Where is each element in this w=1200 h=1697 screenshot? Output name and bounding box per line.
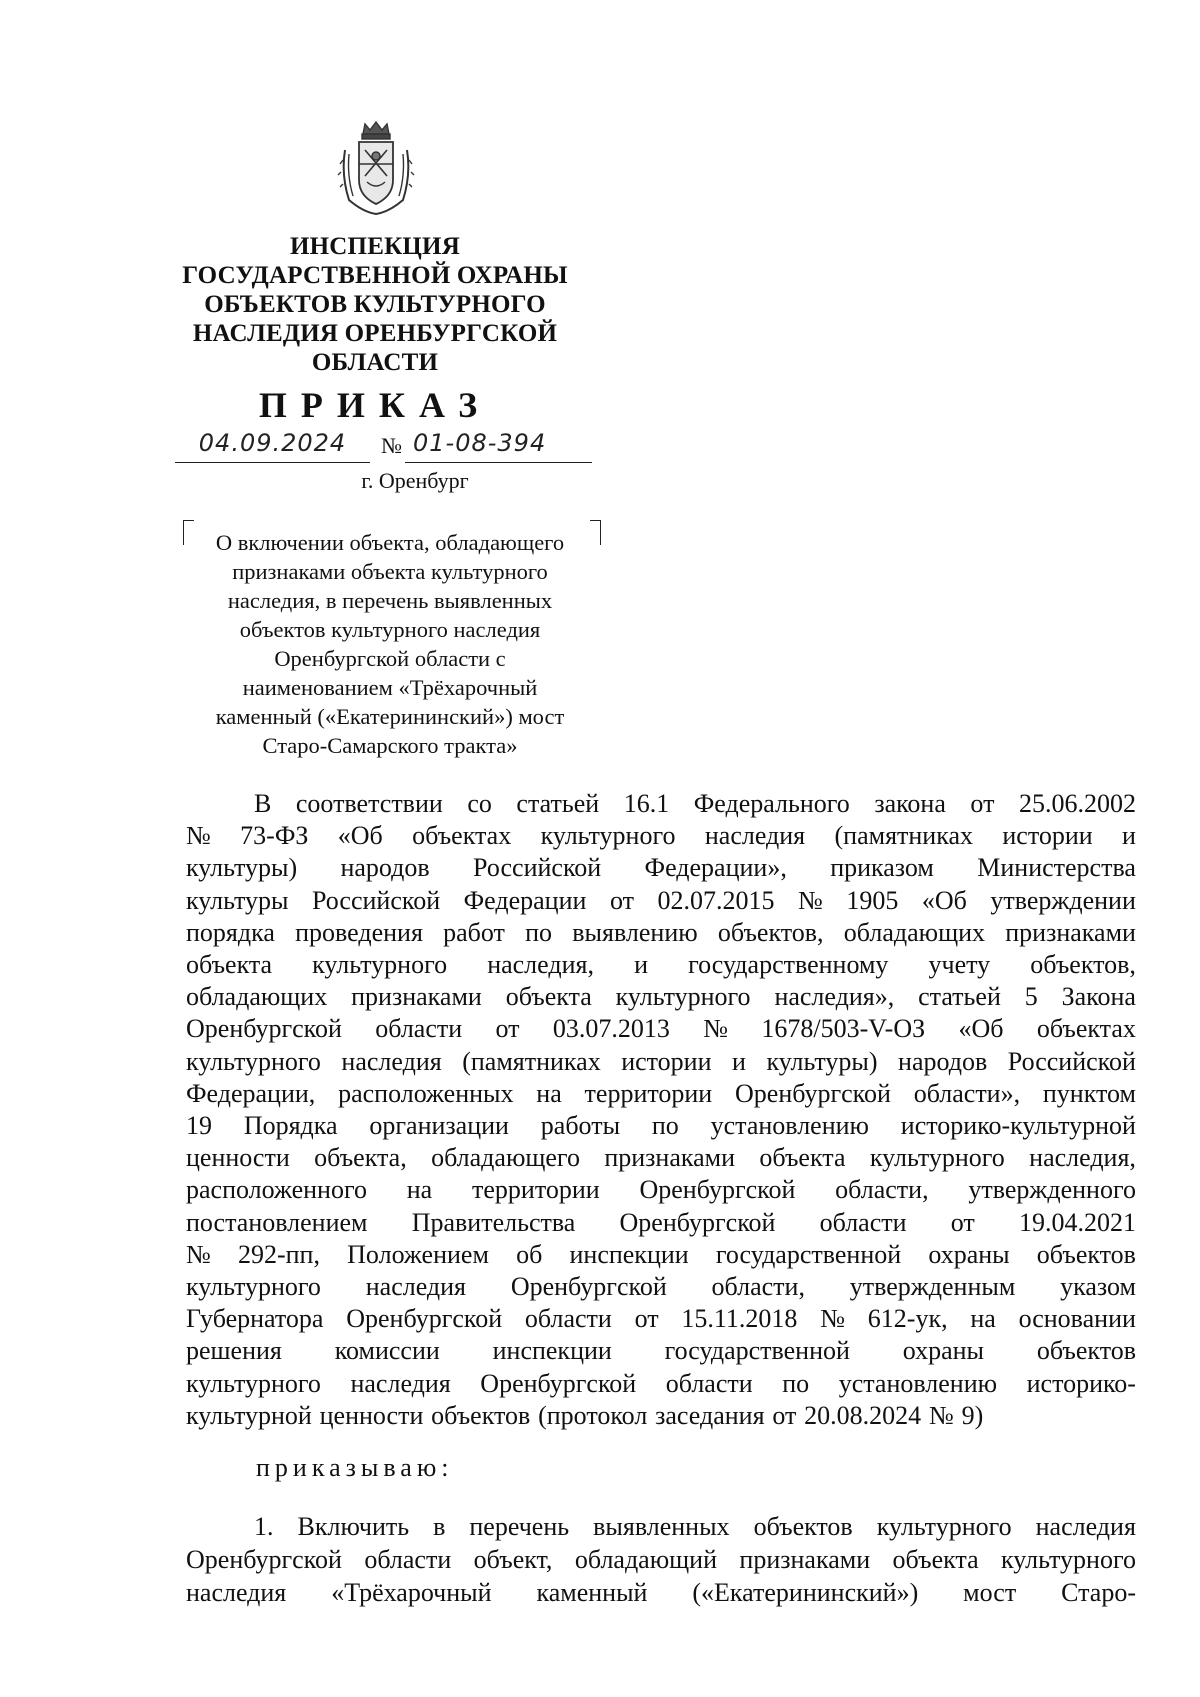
subject-line: Оренбургской области с (274, 646, 506, 671)
date-underline (175, 462, 370, 463)
subject-line: признаками объекта культурного (232, 559, 548, 584)
organization-line: ГОСУДАРСТВЕННОЙ ОХРАНЫ (182, 262, 568, 289)
text-line: решения комиссии инспекции государственной охраны объектов (186, 1336, 1136, 1366)
text-line: культурной ценности объектов (протокол заседания от 20.08.2024 № 9) (186, 1400, 984, 1430)
text-line: № 292-пп, Положением об инспекции государственной охраны объектов (186, 1239, 1136, 1269)
document-date: 04.09.2024 (198, 429, 347, 457)
text-line: 1. Включить в перечень выявленных объектов культурного наследия (254, 1512, 1136, 1541)
text-line: Губернатора Оренбургской области от 15.11.2018 № 612-ук, на основании (186, 1304, 1136, 1334)
subject-line: объектов культурного наследия (239, 617, 541, 642)
coat-of-arms-icon (335, 120, 417, 216)
subject-line: О включении объекта, обладающего (215, 530, 565, 555)
number-sign: № (381, 433, 402, 458)
document-type: ПРИКАЗ (258, 385, 492, 425)
text-line: порядка проведения работ по выявлению объектов, обладающих признаками (186, 917, 1136, 947)
organization-line: ОБЛАСТИ (311, 349, 439, 376)
text-line: постановлением Правительства Оренбургской области от 19.04.2021 (186, 1207, 1136, 1237)
preamble-paragraph (186, 788, 1136, 1432)
subject-line: каменный («Екатерининский») мост (215, 704, 565, 729)
text-line: наследия «Трёхарочный каменный («Екатерининский») мост Старо- (186, 1578, 1136, 1607)
document-subject (180, 528, 600, 760)
text-line: В соответствии со статьей 16.1 Федерального закона от 25.06.2002 (254, 789, 1136, 818)
order-item-1 (186, 1510, 1136, 1609)
order-word: приказываю: (256, 1453, 454, 1482)
text-line: Оренбургской области от 03.07.2013 № 1678/503-V-ОЗ «Об объектах (186, 1014, 1136, 1044)
text-line: Оренбургской области объект, обладающий признаками объекта культурного (186, 1545, 1136, 1574)
text-line: культурного наследия Оренбургской области, утвержденным указом (186, 1272, 1136, 1302)
organization-line: ОБЪЕКТОВ КУЛЬТУРНОГО (204, 291, 546, 318)
document-number: 01-08-394 (413, 429, 547, 457)
text-line: 19 Порядка организации работы по установлению историко-культурной (186, 1111, 1136, 1141)
text-line: № 73-ФЗ «Об объектах культурного наследия (памятниках истории и (186, 821, 1136, 851)
organization-line: НАСЛЕДИЯ ОРЕНБУРГСКОЙ (192, 320, 558, 347)
organization-name (150, 232, 600, 377)
text-line: культурного наследия Оренбургской области по установлению историко- (186, 1368, 1136, 1398)
text-line: ценности объекта, обладающего признаками объекта культурного наследия, (186, 1143, 1136, 1173)
text-line: культуры) народов Российской Федерации», приказом Министерства (186, 853, 1136, 883)
text-line: Федерации, расположенных на территории Оренбургской области», пунктом (186, 1078, 1136, 1108)
number-underline (405, 462, 592, 463)
text-line: расположенного на территории Оренбургской области, утвержденного (186, 1175, 1136, 1205)
subject-line: наименованием «Трёхарочный (242, 675, 538, 700)
text-line: культуры Российской Федерации от 02.07.2015 № 1905 «Об утверждении (186, 885, 1136, 915)
subject-line: наследия, в перечень выявленных (227, 588, 553, 613)
document-city: г. Оренбург (361, 468, 469, 493)
organization-line: ИНСПЕКЦИЯ (290, 233, 460, 260)
text-line: объекта культурного наследия, и государственному учету объектов, (186, 950, 1136, 980)
text-line: культурного наследия (памятниках истории и культуры) народов Российской (186, 1046, 1136, 1076)
subject-line: Старо-Самарского тракта» (262, 733, 518, 758)
text-line: обладающих признаками объекта культурного наследия», статьей 5 Закона (186, 982, 1136, 1012)
